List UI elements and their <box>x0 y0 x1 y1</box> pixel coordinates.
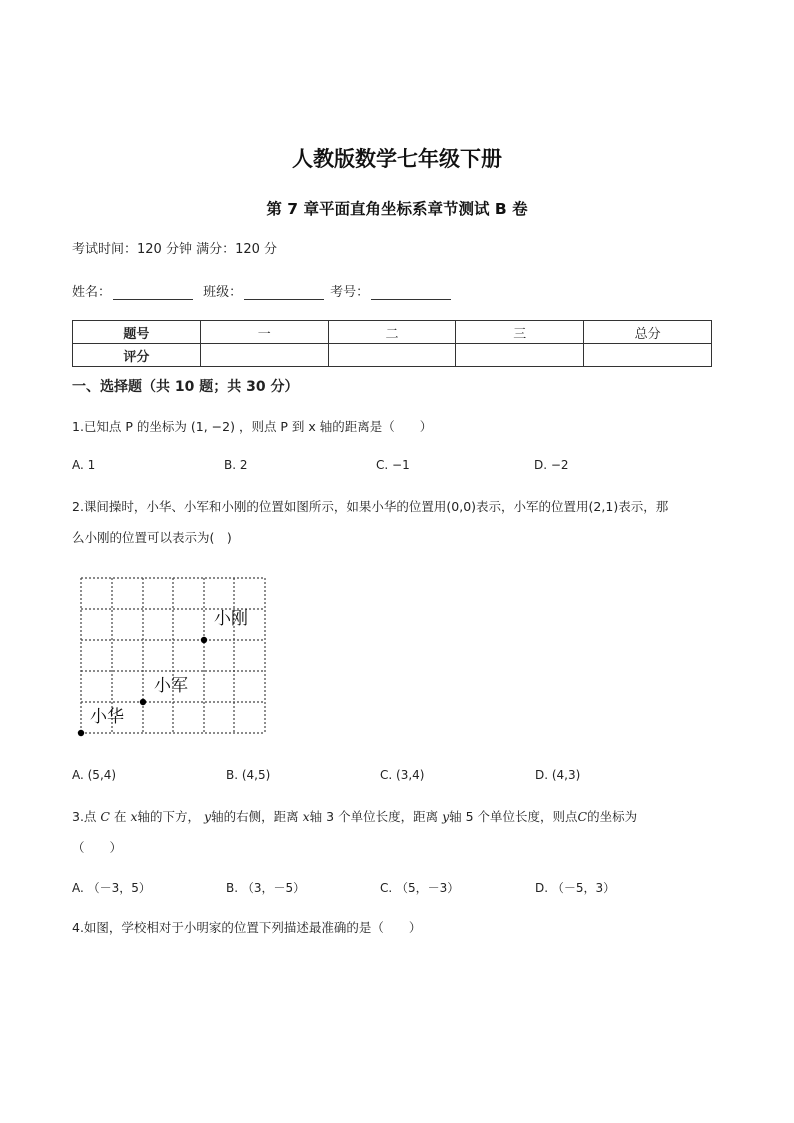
score-header-cell: 一 <box>200 321 328 344</box>
score-row-label: 评分 <box>73 344 201 367</box>
q3-text-a: 3.点 <box>72 809 97 824</box>
question-2-option-d[interactable]: D. (4,3) <box>535 768 581 782</box>
score-cell[interactable] <box>328 344 456 367</box>
score-table-score-row <box>73 344 712 367</box>
page-title: 人教版数学七年级下册 <box>292 146 502 171</box>
xiaogang-label: 小刚 <box>214 609 248 629</box>
xiaojun-point <box>140 699 146 705</box>
xiaohua-label: 小华 <box>90 707 124 727</box>
question-2-option-a[interactable]: A. (5,4) <box>72 768 117 782</box>
xiaohua-point <box>78 730 84 736</box>
question-2-grid-figure <box>72 570 272 742</box>
question-2-option-b[interactable]: B. (4,5) <box>226 768 271 782</box>
score-header-cell: 总分 <box>584 321 712 344</box>
question-3-option-a[interactable]: A. （－3，5） <box>72 881 151 895</box>
class-label: 班级： <box>203 285 243 300</box>
score-table <box>72 320 712 367</box>
q3-text-f: 轴 5 个单位长度，则点 <box>449 809 578 824</box>
question-3-option-c[interactable]: C. （5，－3） <box>380 881 460 895</box>
q3-text-b: 在 <box>113 809 127 824</box>
score-header-cell: 三 <box>456 321 584 344</box>
score-cell[interactable] <box>456 344 584 367</box>
q3-var-y: y <box>204 809 212 824</box>
xiaojun-label: 小军 <box>154 676 188 696</box>
q3-var-c2: C <box>577 809 588 824</box>
student-info-fields <box>72 281 457 300</box>
question-2-text-line2: 么小刚的位置可以表示为( ) <box>72 530 232 545</box>
question-1-option-c[interactable]: C. −1 <box>376 458 410 472</box>
question-1-text: 1.已知点 P 的坐标为 (1, −2) ，则点 P 到 x 轴的距离是（ ） <box>72 419 433 434</box>
q3-var-x: x <box>130 809 138 824</box>
question-3-option-d[interactable]: D. （－5，3） <box>535 881 616 895</box>
score-header-cell: 题号 <box>73 321 201 344</box>
score-header-cell: 二 <box>328 321 456 344</box>
number-label: 考号： <box>330 285 370 300</box>
name-blank[interactable] <box>113 285 193 300</box>
question-1-option-d[interactable]: D. −2 <box>534 458 569 472</box>
question-3-option-b[interactable]: B. （3，－5） <box>226 881 306 895</box>
q3-var-c: C <box>100 809 110 824</box>
question-1-option-a[interactable]: A. 1 <box>72 458 96 472</box>
question-3-text-line2: （ ） <box>72 840 123 855</box>
exam-info: 考试时间：120 分钟 满分：120 分 <box>72 242 278 257</box>
page-subtitle: 第 7 章平面直角坐标系章节测试 B 卷 <box>266 200 528 218</box>
question-2-option-c[interactable]: C. (3,4) <box>380 768 425 782</box>
q3-var-x2: x <box>302 809 310 824</box>
q3-text-c: 轴的下方， <box>137 809 201 824</box>
class-blank[interactable] <box>244 285 324 300</box>
question-4-text: 4.如图，学校相对于小明家的位置下列描述最准确的是（ ） <box>72 920 422 935</box>
q3-text-e: 轴 3 个单位长度，距离 <box>309 809 439 824</box>
q3-text-d: 轴的右侧，距离 <box>211 809 299 824</box>
score-cell[interactable] <box>200 344 328 367</box>
number-blank[interactable] <box>371 285 451 300</box>
xiaogang-point <box>201 637 207 643</box>
question-2-text-line1: 2.课间操时，小华、小军和小刚的位置如图所示，如果小华的位置用(0,0)表示，小军的位置用(2,1)表示，那 <box>72 499 669 514</box>
q3-var-y2: y <box>442 809 450 824</box>
question-3-text-line1 <box>72 807 637 825</box>
name-label: 姓名： <box>72 285 112 300</box>
score-table-header-row <box>73 321 712 344</box>
question-1-option-b[interactable]: B. 2 <box>224 458 248 472</box>
section-heading: 一、选择题（共 10 题；共 30 分） <box>72 379 299 395</box>
q3-text-g: 的坐标为 <box>587 809 638 824</box>
score-cell[interactable] <box>584 344 712 367</box>
